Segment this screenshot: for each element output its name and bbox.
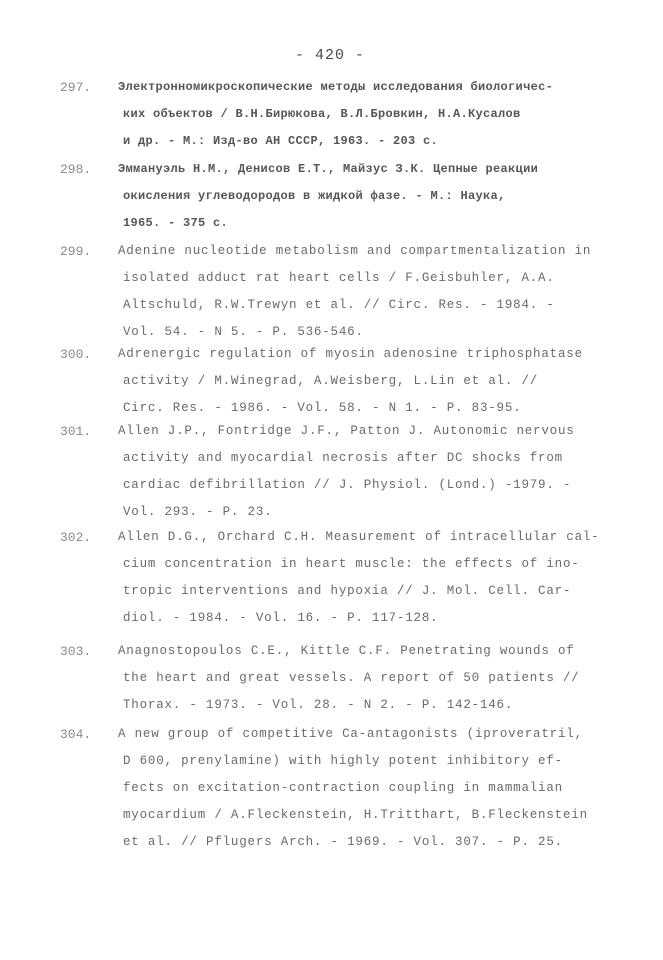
reference-line: cium concentration in heart muscle: the effects of ino-: [123, 557, 580, 571]
reference-line: ких объектов / В.Н.Бирюкова, В.Л.Бровкин, Н.А.Кусалов: [123, 107, 521, 121]
reference-line: Anagnostopoulos C.E., Kittle C.F. Penetrating wounds of: [118, 644, 575, 658]
reference-entry: [60, 80, 620, 161]
reference-number: 303.: [60, 644, 92, 659]
reference-entry: [60, 347, 620, 428]
reference-number: 300.: [60, 347, 92, 362]
reference-line: и др. - М.: Изд-во АН СССР, 1963. - 203 с.: [123, 134, 439, 148]
reference-number: 298.: [60, 162, 92, 177]
reference-line: et al. // Pflugers Arch. - 1969. - Vol. 307. - P. 25.: [123, 835, 563, 849]
reference-line: activity / M.Winegrad, A.Weisberg, L.Lin et al. //: [123, 374, 539, 388]
reference-number: 297.: [60, 80, 92, 95]
reference-line: окисления углеводородов в жидкой фазе. - М.: Наука,: [123, 189, 506, 203]
reference-line: Circ. Res. - 1986. - Vol. 58. - N 1. - P. 83-95.: [123, 401, 522, 415]
reference-line: Thorax. - 1973. - Vol. 28. - N 2. - P. 142-146.: [123, 698, 514, 712]
reference-number: 301.: [60, 424, 92, 439]
reference-line: the heart and great vessels. A report of 50 patients //: [123, 671, 580, 685]
reference-line: Vol. 54. - N 5. - P. 536-546.: [123, 325, 364, 339]
reference-line: isolated adduct rat heart cells / F.Geisbuhler, A.A.: [123, 271, 555, 285]
page-number: - 420 -: [294, 47, 365, 64]
reference-line: fects on excitation-contraction coupling in mammalian: [123, 781, 563, 795]
reference-entry: [60, 644, 620, 725]
reference-number: 302.: [60, 530, 92, 545]
reference-line: Эммануэль Н.М., Денисов Е.Т., Майзус З.К. Цепные реакции: [118, 162, 539, 176]
reference-line: cardiac defibrillation // J. Physiol. (Lond.) -1979. -: [123, 478, 572, 492]
reference-line: Электронномикроскопические методы исследования биологичес-: [118, 80, 554, 94]
reference-entry: [60, 530, 620, 638]
reference-line: activity and myocardial necrosis after DC shocks from: [123, 451, 563, 465]
reference-entry: [60, 244, 620, 352]
reference-line: Vol. 293. - P. 23.: [123, 505, 273, 519]
reference-number: 299.: [60, 244, 92, 259]
reference-line: 1965. - 375 с.: [123, 216, 229, 230]
reference-line: Altschuld, R.W.Trewyn et al. // Circ. Res. - 1984. -: [123, 298, 555, 312]
reference-line: tropic interventions and hypoxia // J. Mol. Cell. Car-: [123, 584, 572, 598]
reference-line: D 600, prenylamine) with highly potent inhibitory ef-: [123, 754, 563, 768]
reference-entry: [60, 424, 620, 532]
reference-number: 304.: [60, 727, 92, 742]
reference-line: Allen D.G., Orchard C.H. Measurement of intracellular cal-: [118, 530, 600, 544]
reference-line: diol. - 1984. - Vol. 16. - P. 117-128.: [123, 611, 439, 625]
reference-entry: [60, 727, 620, 862]
reference-line: myocardium / A.Fleckenstein, H.Tritthart, B.Fleckenstein: [123, 808, 588, 822]
reference-line: Allen J.P., Fontridge J.F., Patton J. Autonomic nervous: [118, 424, 575, 438]
reference-line: Adenine nucleotide metabolism and compartmentalization in: [118, 244, 592, 258]
reference-line: A new group of competitive Ca-antagonists (iproveratril,: [118, 727, 583, 741]
reference-line: Adrenergic regulation of myosin adenosine triphosphatase: [118, 347, 583, 361]
reference-entry: [60, 162, 620, 243]
